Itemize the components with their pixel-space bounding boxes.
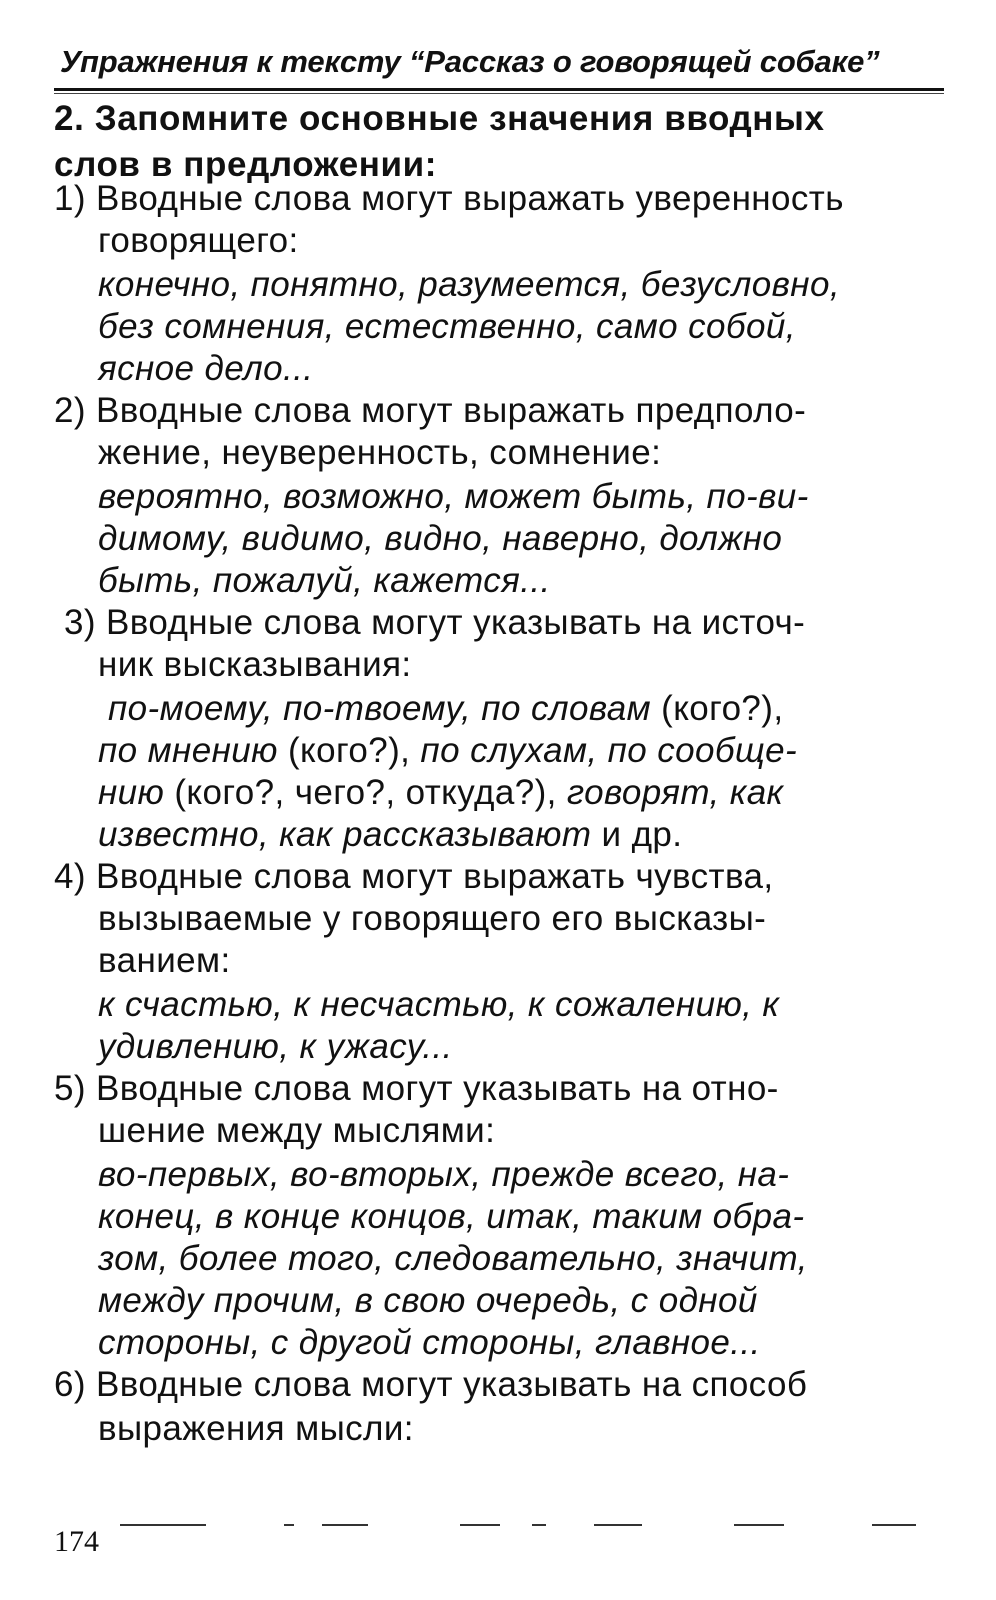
item-6-line-1: 6) Вводные слова могут указывать на способ (54, 1365, 808, 1404)
header-rule-thin (54, 93, 944, 94)
item-3-example-2 (98, 730, 797, 772)
item-3-example-4-italic: известно, как рассказывают (98, 815, 592, 854)
item-3-line-1: 3) Вводные слова могут указывать на источ- (64, 603, 806, 642)
item-1-line-2: говорящего: (98, 221, 299, 260)
page-number: 174 (54, 1525, 99, 1558)
section-title (54, 96, 954, 188)
item-3-line-2: ник высказывания: (98, 645, 412, 684)
item-3-example-1 (108, 688, 783, 730)
item-3-example-3-italic-a: нию (98, 773, 165, 812)
item-2-example-3: быть, пожалуй, кажется... (98, 561, 551, 600)
item-2-line-2: жение, неуверенность, сомнение: (98, 433, 662, 472)
item-3-example-2-italic-b: по слухам, по сообще- (420, 731, 798, 770)
item-6-line-2: выражения мысли: (98, 1409, 414, 1448)
item-3-example-3-plain: (кого?, чего?, откуда?), (164, 773, 567, 812)
item-5-example-4: между прочим, в свою очередь, с одной (98, 1281, 758, 1320)
running-header: Упражнения к тексту “Рассказ о говорящей собаке” (60, 44, 880, 79)
item-1-line-1: 1) Вводные слова могут выражать уверенность (54, 179, 844, 218)
section-title-line-2: слов в предложении: (54, 145, 438, 184)
item-1-example-2: без сомнения, естественно, само собой, (98, 307, 796, 346)
item-1-example-1: конечно, понятно, разумеется, безусловно, (98, 265, 840, 304)
item-5-line-2: шение между мыслями: (98, 1111, 496, 1150)
item-3-example-3 (98, 772, 784, 814)
item-3-example-1-italic: по-моему, по-твоему, по словам (108, 689, 652, 728)
item-3-example-2-plain: (кого?), (277, 731, 421, 770)
item-5-line-1: 5) Вводные слова могут указывать на отно- (54, 1069, 779, 1108)
item-5-example-1: во-первых, во-вторых, прежде всего, на- (98, 1155, 790, 1194)
item-2-example-2: димому, видимо, видно, наверно, должно (98, 519, 783, 558)
item-3-example-4-plain: и др. (591, 815, 683, 854)
item-3-example-2-italic-a: по мнению (98, 731, 278, 770)
item-3-example-3-italic-b: говорят, как (566, 773, 784, 812)
item-1-example-3: ясное дело... (98, 349, 314, 388)
item-3-example-1-plain: (кого?), (651, 689, 784, 728)
item-5-example-3: зом, более того, следовательно, значит, (98, 1239, 808, 1278)
item-3-example-4 (98, 814, 682, 856)
item-4-line-3: ванием: (98, 941, 231, 980)
header-rule (54, 88, 944, 91)
item-4-line-2: вызываемые у говорящего его высказы- (98, 899, 767, 938)
item-5-example-2: конец, в конце концов, итак, таким обра- (98, 1197, 805, 1236)
section-title-line-1: 2. Запомните основные значения вводных (54, 99, 825, 138)
item-2-example-1: вероятно, возможно, может быть, по-ви- (98, 477, 809, 516)
item-5-example-5: стороны, с другой стороны, главное... (98, 1323, 761, 1362)
footer-cut-text-remnants (112, 1524, 932, 1528)
item-4-example-2: удивлению, к ужасу... (98, 1027, 453, 1066)
item-2-line-1: 2) Вводные слова могут выражать предполо- (54, 391, 807, 430)
item-4-example-1: к счастью, к несчастью, к сожалению, к (98, 985, 780, 1024)
item-4-line-1: 4) Вводные слова могут выражать чувства, (54, 857, 774, 896)
